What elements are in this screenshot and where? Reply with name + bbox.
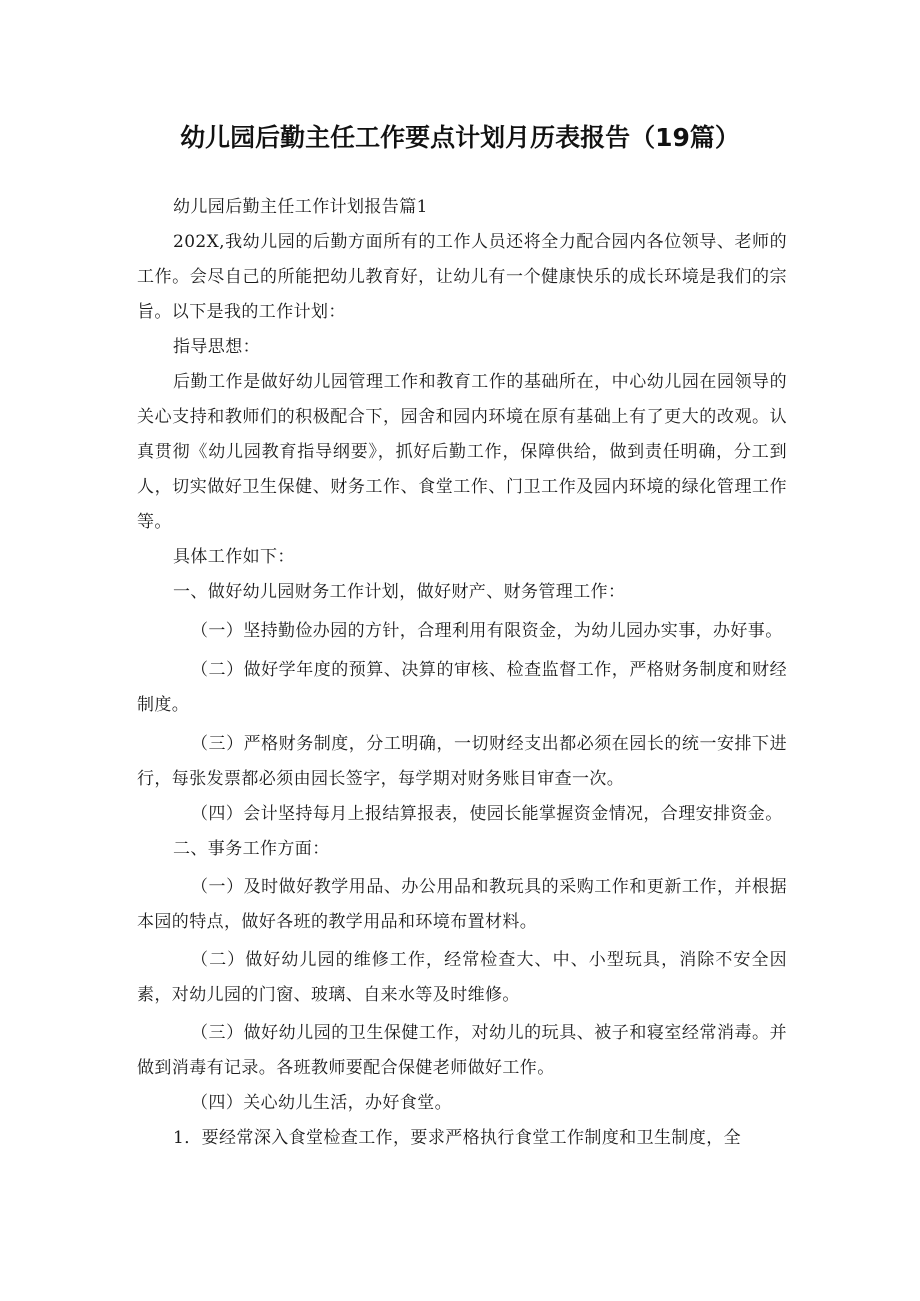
list-item: （四）关心幼儿生活，办好食堂。 xyxy=(191,1093,452,1113)
numbered-item: 1．要经常深入食堂检查工作，要求严格执行食堂工作制度和卫生制度，全 xyxy=(173,1128,742,1148)
document-body xyxy=(137,190,787,1156)
list-item: （二）做好幼儿园的维修工作，经常检查大、中、小型玩具，消除不安全因素，对幼儿园的门窗、玻璃、自来水等及时维修。 xyxy=(137,950,787,1005)
list-heading: 一、做好幼儿园财务工作计划，做好财产、财务管理工作： xyxy=(173,582,626,602)
list-item: （四）会计坚持每月上报结算报表，使园长能掌握资金情况，合理安排资金。 xyxy=(191,804,783,824)
list-item: （一）坚持勤俭办园的方针，合理利用有限资金，为幼儿园办实事，办好事。 xyxy=(191,621,783,641)
list-item: （一）及时做好教学用品、办公用品和教玩具的采购工作和更新工作，并根据本园的特点，做好各班的教学用品和环境布置材料。 xyxy=(137,877,787,932)
paragraph: 202X,我幼儿园的后勤方面所有的工作人员还将全力配合园内各位领导、老师的工作。会尽自己的所能把幼儿教育好，让幼儿有一个健康快乐的成长环境是我们的宗旨。以下是我的工作计划： xyxy=(137,232,787,322)
subheading: 具体工作如下： xyxy=(173,547,295,567)
list-heading: 二、事务工作方面： xyxy=(173,839,330,859)
subheading: 指导思想： xyxy=(173,337,260,357)
list-item: （三）做好幼儿园的卫生保健工作，对幼儿的玩具、被子和寝室经常消毒。并做到消毒有记录。各班教师要配合保健老师做好工作。 xyxy=(137,1023,787,1078)
section-heading: 幼儿园后勤主任工作计划报告篇1 xyxy=(173,197,428,217)
document-title: 幼儿园后勤主任工作要点计划月历表报告（19篇） xyxy=(180,123,740,152)
list-item: （三）严格财务制度，分工明确，一切财经支出都必须在园长的统一安排下进行，每张发票都必须由园长签字，每学期对财务账目审查一次。 xyxy=(137,734,787,789)
paragraph: 后勤工作是做好幼儿园管理工作和教育工作的基础所在，中心幼儿园在园领导的关心支持和教师们的积极配合下，园舍和园内环境在原有基础上有了更大的改观。认真贯彻《幼儿园教育指导纲要》，抓好后勤工作，保障供给，做到责任明确，分工到人，切实做好卫生保健、财务工作、食堂工作、门卫工作及园内环境的绿化管理工作等。 xyxy=(137,372,787,532)
list-item: （二）做好学年度的预算、决算的审核、检查监督工作，严格财务制度和财经制度。 xyxy=(137,660,787,715)
